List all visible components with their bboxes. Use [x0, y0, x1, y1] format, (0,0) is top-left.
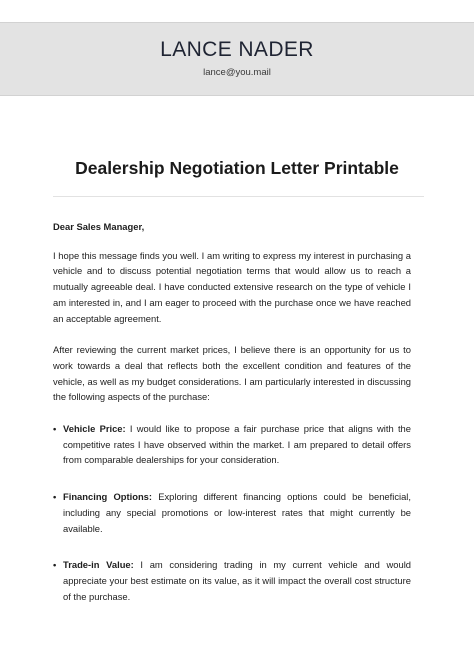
bullet-icon: • — [53, 423, 57, 435]
aspect-label: Vehicle Price: — [63, 423, 126, 435]
paragraph-intro: I hope this message finds you well. I am writing to express my interest in purchasing a vehicle and to discuss potential negotiation terms that would allow us to reach a mutually agreeable deal. I have conducted extensive research on the type of vehicle I am interested in, and I am eager to proceed with the purchase once we have reached an acceptable agreement. — [53, 249, 411, 324]
sender-name: LANCE NADER — [160, 38, 314, 61]
aspect-text: I am considering trading in my current vehicle and would appreciate your best estimate on its value, as it will impact the overall cost structure of the purchase. — [63, 559, 412, 602]
salutation: Dear Sales Manager, — [53, 221, 145, 232]
aspect-trade-in-value — [53, 557, 411, 604]
aspects-list — [53, 421, 411, 604]
document-title: Dealership Negotiation Letter Printable — [75, 158, 399, 178]
sender-email: lance@you.mail — [203, 67, 271, 78]
aspect-text: I would like to propose a fair purchase price that aligns with the competitive rates I have observed within the market. I am prepared to detail offers from comparable dealerships for your consideration. — [63, 423, 411, 466]
letterhead — [0, 22, 474, 96]
bullet-icon: • — [53, 559, 57, 571]
aspect-label: Trade-in Value: — [63, 559, 134, 571]
aspect-financing-options — [53, 489, 411, 536]
paragraph-market: After reviewing the current market prices, I believe there is an opportunity for us to work towards a deal that reflects both the excellent condition and features of the vehicle, as well as my budget considerations. I am particularly interested in discussing the following aspects of the purchase: — [53, 344, 411, 403]
aspect-text: Exploring different financing options could be beneficial, including any special promotions or low-interest rates that might currently be available. — [63, 491, 411, 534]
letter-body — [53, 219, 411, 625]
aspect-vehicle-price — [53, 421, 411, 468]
bullet-icon: • — [53, 491, 57, 503]
page-top-margin — [0, 0, 474, 22]
aspect-label: Financing Options: — [63, 491, 153, 503]
title-divider — [53, 196, 424, 197]
